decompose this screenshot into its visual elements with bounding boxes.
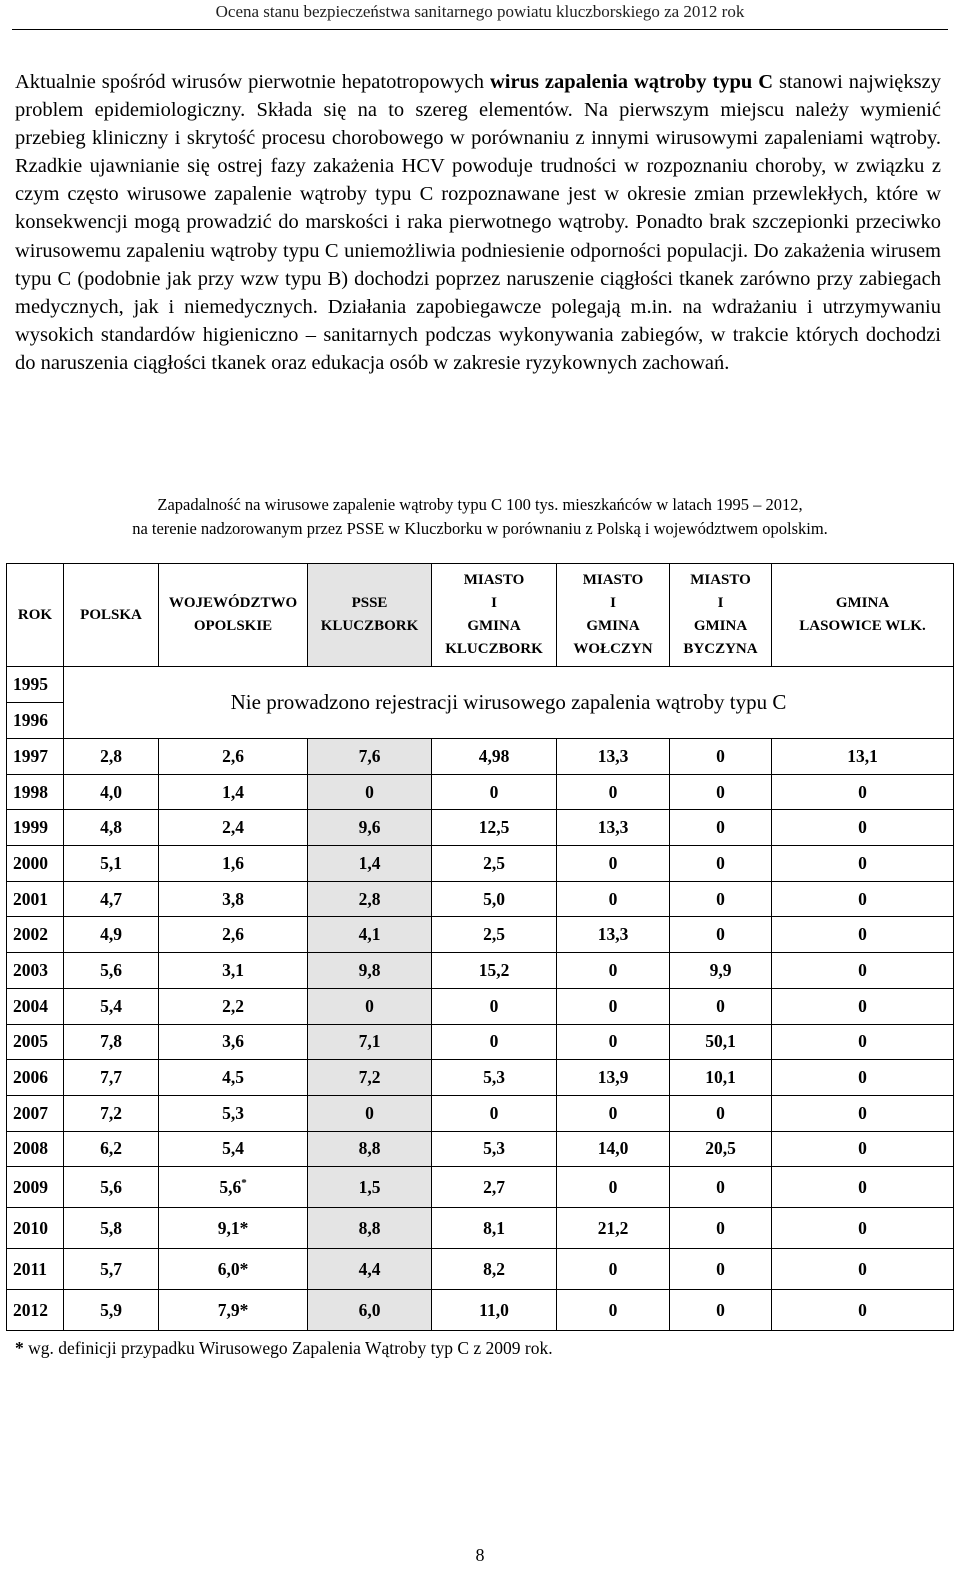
cell-wolczyn: 0 [557,953,670,989]
cell-byczyna: 0 [670,1208,772,1249]
table-row-early-years [7,667,954,739]
cell-lasowice: 0 [772,1290,954,1331]
table-row [7,1208,954,1249]
cell-byczyna: 0 [670,881,772,917]
table-row [7,739,954,775]
cell-psse: 9,8 [308,953,432,989]
footnote-marker: * [15,1338,24,1358]
cell-polska: 7,8 [64,1024,159,1060]
cell-wojewodztwo: 2,6 [159,917,308,953]
cell-wojewodztwo: 2,6 [159,739,308,775]
cell-lasowice: 0 [772,846,954,882]
table-row [7,881,954,917]
header-divider [12,29,948,30]
cell-year: 2001 [7,881,64,917]
caption-line-2: na terenie nadzorowanym przez PSSE w Kluczborku w porównaniu z Polską i województwem opolskim. [132,519,828,538]
cell-kluczbork: 8,2 [432,1249,557,1290]
cell-byczyna: 0 [670,1167,772,1208]
cell-wolczyn: 0 [557,1024,670,1060]
cell-kluczbork: 5,0 [432,881,557,917]
header-polska: POLSKA [64,564,159,667]
header-wojewodztwo: WOJEWÓDZTWO OPOLSKIE [159,564,308,667]
cell-byczyna: 0 [670,1095,772,1131]
table-row [7,774,954,810]
cell-lasowice: 0 [772,1208,954,1249]
early-years-cell [7,667,64,739]
cell-kluczbork: 0 [432,1024,557,1060]
paragraph-bold-term: wirus zapalenia wątroby typu C [489,71,774,93]
caption-line-1: Zapadalność na wirusowe zapalenie wątroby typu C 100 tys. mieszkańców w latach 1995 – 2012, [157,495,803,514]
footnote-text: wg. definicji przypadku Wirusowego Zapalenia Wątroby typ C z 2009 rok. [23,1338,553,1358]
cell-byczyna: 0 [670,1290,772,1331]
cell-byczyna: 0 [670,810,772,846]
cell-polska: 5,6 [64,953,159,989]
cell-kluczbork: 11,0 [432,1290,557,1331]
cell-byczyna: 50,1 [670,1024,772,1060]
cell-psse: 9,6 [308,810,432,846]
cell-wojewodztwo: 5,4 [159,1131,308,1167]
intro-paragraph [15,68,941,377]
cell-psse: 7,1 [308,1024,432,1060]
cell-wolczyn: 0 [557,881,670,917]
cell-wolczyn: 14,0 [557,1131,670,1167]
cell-year: 2006 [7,1060,64,1096]
cell-polska: 6,2 [64,1131,159,1167]
cell-lasowice: 0 [772,1249,954,1290]
cell-wojewodztwo: 3,8 [159,881,308,917]
cell-psse: 6,0 [308,1290,432,1331]
cell-wolczyn: 0 [557,1249,670,1290]
cell-wojewodztwo: 7,9* [159,1290,308,1331]
cell-lasowice: 13,1 [772,739,954,775]
cell-psse: 1,5 [308,1167,432,1208]
cell-wolczyn: 21,2 [557,1208,670,1249]
year-1995: 1995 [7,667,63,703]
cell-lasowice: 0 [772,1131,954,1167]
cell-polska: 4,8 [64,810,159,846]
cell-polska: 5,7 [64,1249,159,1290]
table-row [7,917,954,953]
table-row [7,1095,954,1131]
cell-byczyna: 20,5 [670,1131,772,1167]
table-row [7,810,954,846]
cell-lasowice: 0 [772,1095,954,1131]
cell-year: 2009 [7,1167,64,1208]
cell-wolczyn: 0 [557,1095,670,1131]
cell-kluczbork: 4,98 [432,739,557,775]
cell-psse: 0 [308,988,432,1024]
cell-psse: 8,8 [308,1208,432,1249]
table-row [7,846,954,882]
table-row [7,1131,954,1167]
header-psse: PSSE KLUCZBORK [308,564,432,667]
cell-wojewodztwo: 1,4 [159,774,308,810]
cell-wojewodztwo: 2,4 [159,810,308,846]
cell-byczyna: 0 [670,774,772,810]
cell-polska: 5,4 [64,988,159,1024]
cell-wojewodztwo: 3,1 [159,953,308,989]
cell-psse: 7,6 [308,739,432,775]
cell-polska: 7,7 [64,1060,159,1096]
cell-polska: 5,8 [64,1208,159,1249]
cell-year: 2011 [7,1249,64,1290]
cell-psse: 7,2 [308,1060,432,1096]
cell-lasowice: 0 [772,1060,954,1096]
cell-year: 2004 [7,988,64,1024]
cell-psse: 4,1 [308,917,432,953]
paragraph-text-2: stanowi największy problem epidemiologiczny. Składa się na to szereg elementów. Na pierwszym miejscu należy wymienić przebieg kliniczny i skrytość procesu chorobowego w porównaniu z innymi wirusowymi zapaleniami wątroby. Rzadkie ujawnianie się ostrej fazy zakażenia HCV powoduje trudności w rozpoznaniu choroby, w związku z czym często wirusowe zapalenie wątroby typu C rozpoznawane jest w okresie zmian przewlekłych, które w konsekwencji mogą prowadzić do marskości i raka pierwotnego wątroby. Ponadto brak szczepionki przeciwko wirusowemu zapaleniu wątroby typu C uniemożliwia podniesienie odporności populacji. Do zakażenia wirusem typu C (podobnie jak przy wzw typu B) dochodzi poprzez naruszenie ciągłości tkanek zarówno przy zabiegach medycznych, jak i niemedycznych. Działania zapobiegawcze polegają m.in. na wdrażaniu i utrzymywaniu wysokich standardów higieniczno – sanitarnych podczas wykonywania zabiegów, w trakcie których dochodzi do naruszenia ciągłości tkanek oraz edukacja osób w zakresie ryzykownych zachowań. [15,71,941,374]
cell-polska: 4,0 [64,774,159,810]
header-rok: ROK [7,564,64,667]
table-row [7,1060,954,1096]
cell-kluczbork: 2,5 [432,846,557,882]
cell-lasowice: 0 [772,1167,954,1208]
cell-psse: 0 [308,1095,432,1131]
table-row [7,1249,954,1290]
cell-wolczyn: 0 [557,1167,670,1208]
cell-byczyna: 0 [670,988,772,1024]
cell-lasowice: 0 [772,774,954,810]
cell-kluczbork: 8,1 [432,1208,557,1249]
cell-wojewodztwo: 6,0* [159,1249,308,1290]
page-header: Ocena stanu bezpieczeństwa sanitarnego powiatu kluczborskiego za 2012 rok [215,2,745,21]
cell-kluczbork: 2,7 [432,1167,557,1208]
cell-byczyna: 0 [670,739,772,775]
header-byczyna: MIASTO I GMINA BYCZYNA [670,564,772,667]
table-row [7,988,954,1024]
cell-lasowice: 0 [772,810,954,846]
cell-year: 2005 [7,1024,64,1060]
cell-psse: 4,4 [308,1249,432,1290]
cell-byczyna: 9,9 [670,953,772,989]
cell-year: 2003 [7,953,64,989]
cell-lasowice: 0 [772,1024,954,1060]
cell-kluczbork: 0 [432,1095,557,1131]
cell-year: 2000 [7,846,64,882]
cell-psse: 8,8 [308,1131,432,1167]
header-wolczyn: MIASTO I GMINA WOŁCZYN [557,564,670,667]
cell-year: 2008 [7,1131,64,1167]
cell-wojewodztwo: 3,6 [159,1024,308,1060]
cell-year: 1998 [7,774,64,810]
table-body [7,739,954,1331]
cell-lasowice: 0 [772,988,954,1024]
table-row [7,953,954,989]
table-caption [0,493,960,541]
cell-polska: 5,1 [64,846,159,882]
cell-byczyna: 0 [670,1249,772,1290]
footnote [15,1338,553,1359]
cell-kluczbork: 0 [432,988,557,1024]
cell-byczyna: 10,1 [670,1060,772,1096]
cell-kluczbork: 15,2 [432,953,557,989]
table-row [7,1167,954,1208]
cell-wolczyn: 13,3 [557,810,670,846]
cell-lasowice: 0 [772,917,954,953]
cell-kluczbork: 2,5 [432,917,557,953]
paragraph-text-1: Aktualnie spośród wirusów pierwotnie hepatotropowych [15,71,490,93]
cell-psse: 0 [308,774,432,810]
cell-year: 1997 [7,739,64,775]
cell-wolczyn: 0 [557,774,670,810]
cell-lasowice: 0 [772,953,954,989]
cell-kluczbork: 5,3 [432,1131,557,1167]
superscript-marker: * [241,1176,247,1189]
cell-year: 2002 [7,917,64,953]
cell-wolczyn: 13,3 [557,917,670,953]
cell-polska: 5,9 [64,1290,159,1331]
table-row [7,1290,954,1331]
cell-wojewodztwo: 2,2 [159,988,308,1024]
incidence-table [6,563,954,1331]
cell-byczyna: 0 [670,917,772,953]
cell-wojewodztwo: 9,1* [159,1208,308,1249]
cell-wolczyn: 13,9 [557,1060,670,1096]
cell-polska: 5,6 [64,1167,159,1208]
cell-wolczyn: 13,3 [557,739,670,775]
cell-byczyna: 0 [670,846,772,882]
year-1996: 1996 [13,710,48,730]
cell-psse: 1,4 [308,846,432,882]
cell-psse: 2,8 [308,881,432,917]
cell-wolczyn: 0 [557,988,670,1024]
cell-polska: 7,2 [64,1095,159,1131]
cell-wojewodztwo: 4,5 [159,1060,308,1096]
cell-wolczyn: 0 [557,1290,670,1331]
page-number: 8 [475,1545,485,1565]
cell-kluczbork: 0 [432,774,557,810]
header-lasowice: GMINA LASOWICE WLK. [772,564,954,667]
cell-polska: 4,7 [64,881,159,917]
cell-year: 2010 [7,1208,64,1249]
no-registration-note: Nie prowadzono rejestracji wirusowego zapalenia wątroby typu C [64,667,954,739]
cell-polska: 4,9 [64,917,159,953]
cell-lasowice: 0 [772,881,954,917]
cell-wolczyn: 0 [557,846,670,882]
cell-kluczbork: 5,3 [432,1060,557,1096]
table-row [7,1024,954,1060]
cell-wojewodztwo: 5,6* [159,1167,308,1208]
cell-polska: 2,8 [64,739,159,775]
cell-year: 2007 [7,1095,64,1131]
cell-year: 1999 [7,810,64,846]
cell-year: 2012 [7,1290,64,1331]
cell-wojewodztwo: 1,6 [159,846,308,882]
cell-wojewodztwo: 5,3 [159,1095,308,1131]
cell-kluczbork: 12,5 [432,810,557,846]
header-kluczbork: MIASTO I GMINA KLUCZBORK [432,564,557,667]
table-header-row [7,564,954,667]
